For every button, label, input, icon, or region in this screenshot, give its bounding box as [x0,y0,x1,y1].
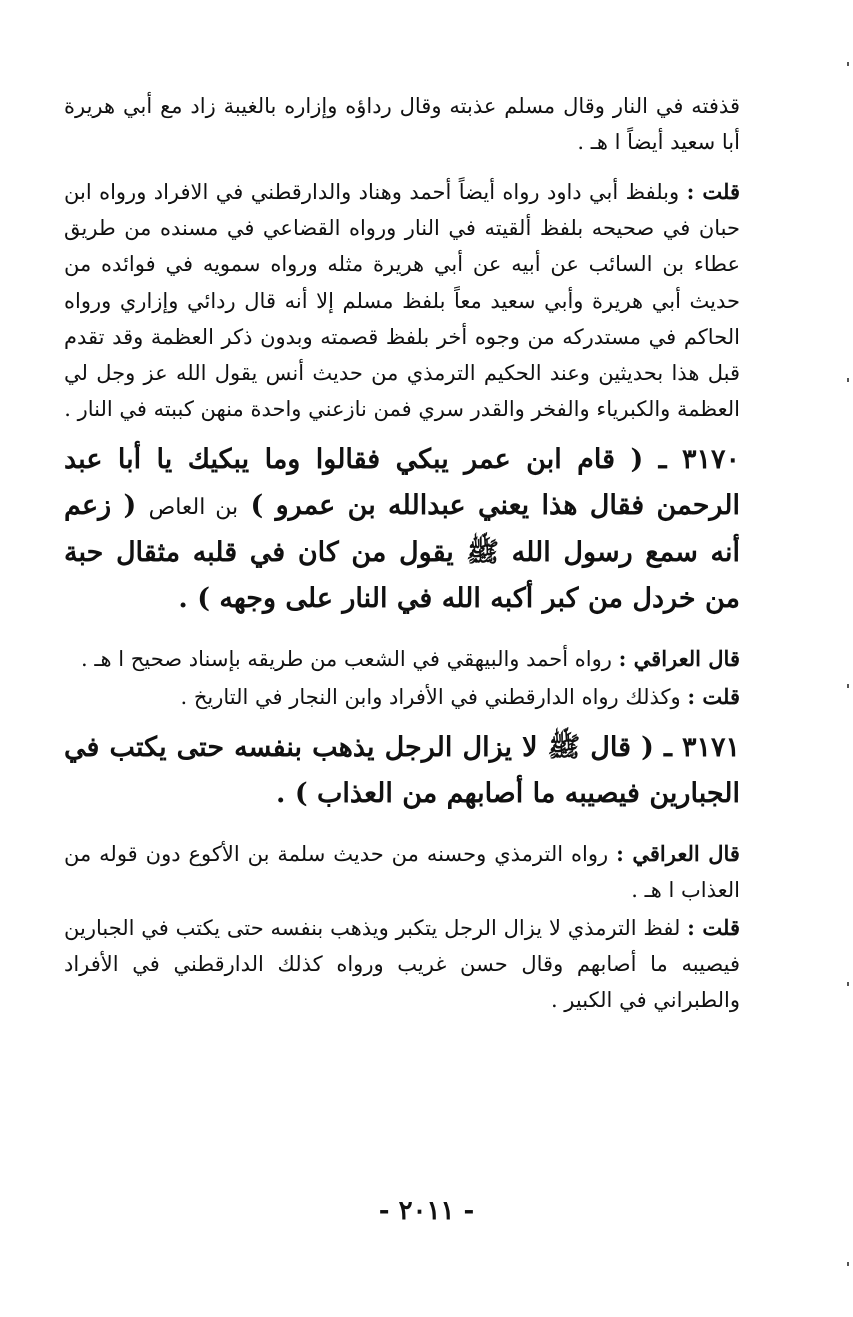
hadith-3170-part-a: ٣١٧٠ ـ ( قام ابن عمر يبكي فقالوا وما يبكيك يا أبا عبد الرحمن فقال هذا يعني عبدالله بن عمرو ) [64,443,741,522]
hadith-3170-part-c: ( زعم أنه سمع رسول الله ﷺ يقول من كان في قلبه مثقال حبة من خردل من كبر أكبه الله في النار على وجهه ) . [64,490,740,615]
qultu-text: لفظ الترمذي لا يزال الرجل يتكبر ويذهب بنفسه حتى يكتب في الجبارين فيصيبه ما أصابهم وقال حسن غريب ورواه كذلك الدارقطني في الأفراد والطبراني في الكبير . [64,916,740,1013]
paragraph-iraqi-2 [64,836,740,908]
page-body [64,88,740,1018]
iraqi-text: رواه أحمد والبيهقي في الشعب من طريقه بإسناد صحيح ا هـ . [81,646,612,671]
paragraph-qultu-1 [64,174,740,427]
qultu-label: قلت : [687,683,740,709]
qultu-text: وبلفظ أبي داود رواه أيضاً أحمد وهناد والدارقطني في الافراد ورواه ابن حبان في صحيحه بلفظ ألقيته في النار ورواه القضاعي في مسنده من طريق عطاء بن السائب عن أبيه عن أبي هريرة مثله ورواه سمويه في فوائده من حديث أبي هريرة وأبي سعيد معاً بلفظ مسلم إلا أنه قال ردائي وإزاري ورواه الحاكم في مستدركه من وجوه أخر بلفظ قصمته وبدون ذكر العظمة وقد تقدم قبل هذا بحديثين وعند الحكيم الترمذي من حديث أنس يقول الله عز وجل لي العظمة والكبرياء والفخر والقدر سري فمن نازعني واحدة منهن كببته في النار . [64,180,740,421]
qultu-label: قلت : [687,915,740,941]
hadith-3171-text: ٣١٧١ ـ ( قال ﷺ لا يزال الرجل يذهب بنفسه حتى يكتب في الجبارين فيصيبه ما أصابهم من العذاب ) . [64,731,740,810]
paragraph-qultu-2 [64,679,740,715]
paragraph-continuation [64,88,740,160]
iraqi-text: رواه الترمذي وحسنه من حديث سلمة بن الأكوع دون قوله من العذاب ا هـ . [64,841,740,902]
hadith-3170 [64,437,740,623]
hadith-3171 [64,725,740,818]
continuation-text: قذفته في النار وقال مسلم عذبته وقال رداؤه وإزاره بالغيبة زاد مع أبي هريرة أبا سعيد أيضاً ا هـ . [64,94,740,155]
scan-edge-mark [847,982,849,986]
iraqi-label: قال العراقي : [616,840,740,866]
scan-edge-mark [847,684,849,688]
qultu-text: وكذلك رواه الدارقطني في الأفراد وابن النجار في التاريخ . [180,684,681,709]
scan-edge-mark [847,378,849,382]
hadith-3170-part-b: بن العاص [148,495,239,521]
iraqi-label: قال العراقي : [618,645,740,671]
scan-edge-mark [847,1262,849,1266]
scan-edge-mark [847,62,849,66]
qultu-label: قلت : [686,179,740,205]
paragraph-iraqi-1 [64,641,740,677]
page-number: - ٢٠١١ - [378,1196,475,1226]
paragraph-qultu-3 [64,910,740,1018]
